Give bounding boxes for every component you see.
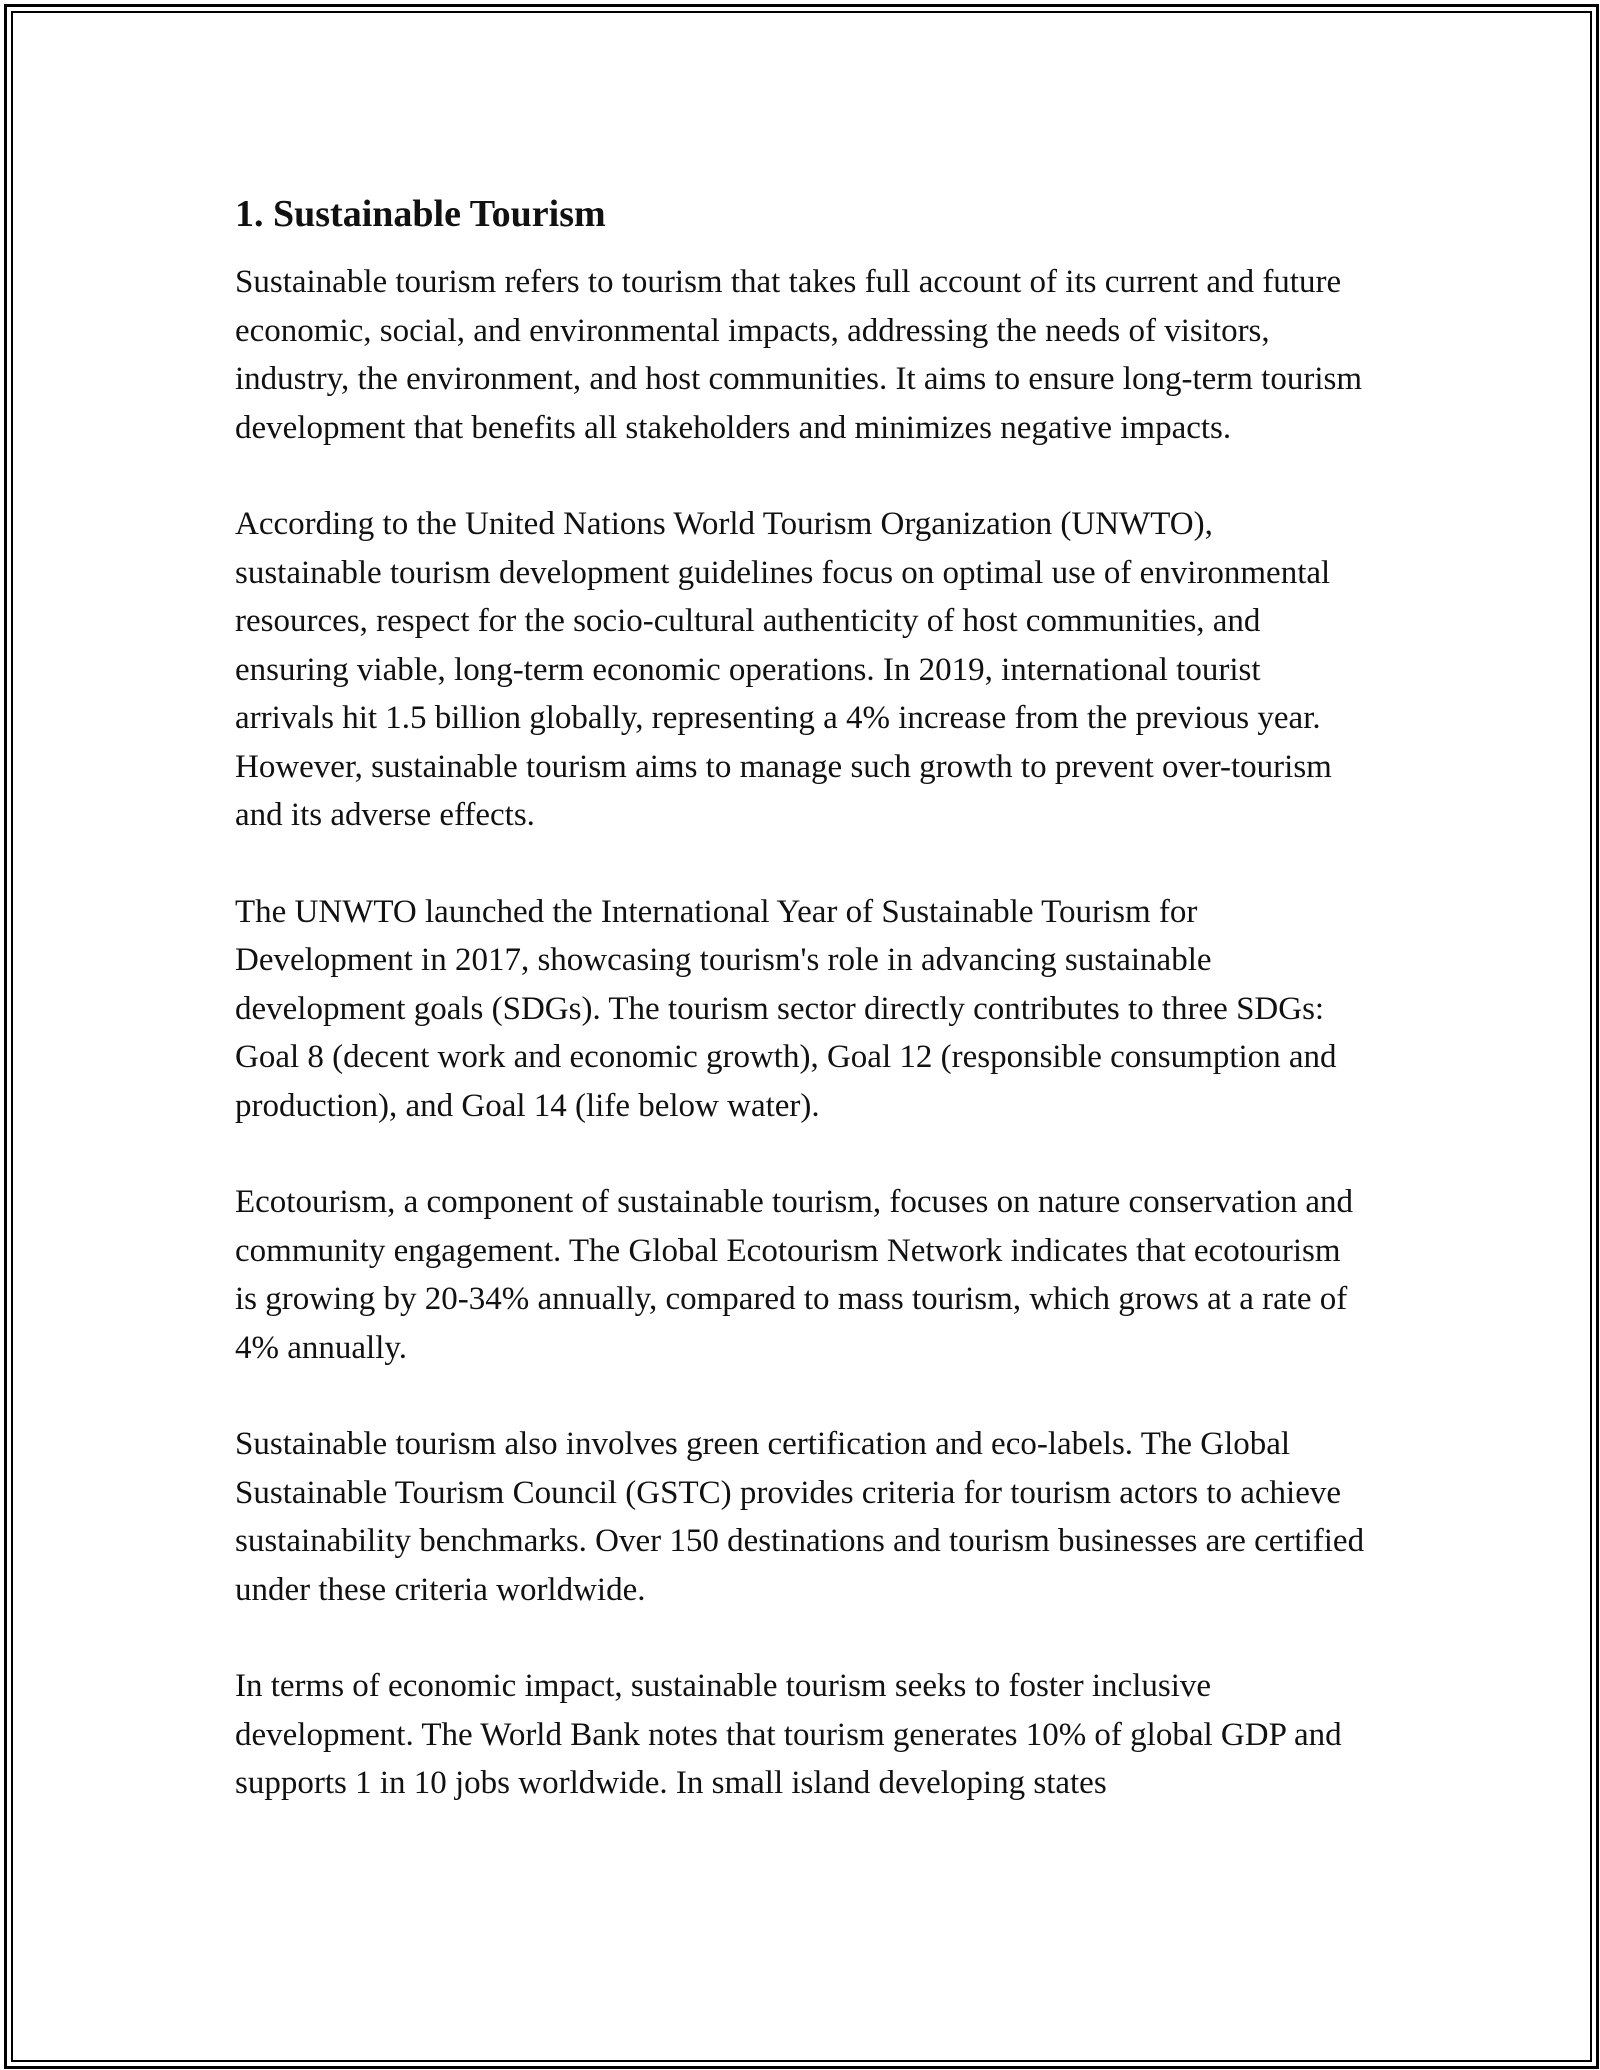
section-title: 1. Sustainable Tourism (235, 193, 606, 235)
paragraph-economic-impact: In terms of economic impact, sustainable tourism seeks to foster inclusive development. The World Bank notes that tourism generates 10% of global GDP and supports 1 in 10 jobs worldwide. In small island developing states (235, 1668, 1342, 1801)
document-body (235, 184, 1365, 1856)
paragraph-unwto-guidelines: According to the United Nations World Tourism Organization (UNWTO), sustainable tourism development guidelines focus on optimal use of environmental resources, respect for the socio-cultural authenticity of host communities, and ensuring viable, long-term economic operations. In 2019, international tourist arrivals hit 1.5 billion globally, representing a 4% increase from the previous year. However, sustainable tourism aims to manage such growth to prevent over-tourism and its adverse effects. (235, 506, 1332, 833)
paragraph-sustainable-tourism-definition: Sustainable tourism refers to tourism that takes full account of its current and future economic, social, and environmental impacts, addressing the needs of visitors, industry, the environment, and host communities. It aims to ensure long-term tourism development that benefits all stakeholders and minimizes negative impacts. (235, 264, 1363, 446)
paragraph-green-certification: Sustainable tourism also involves green certification and eco-labels. The Global Sustainable Tourism Council (GSTC) provides criteria for tourism actors to achieve sustainability benchmarks. Over 150 destinations and tourism businesses are certified under these criteria worldwide. (235, 1426, 1365, 1608)
paragraph-ecotourism: Ecotourism, a component of sustainable tourism, focuses on nature conservation and community engagement. The Global Ecotourism Network indicates that ecotourism is growing by 20-34% annually, compared to mass tourism, which grows at a rate of 4% annually. (235, 1184, 1354, 1366)
paragraph-international-year: The UNWTO launched the International Year of Sustainable Tourism for Development in 2017, showcasing tourism's role in advancing sustainable development goals (SDGs). The tourism sector directly contributes to three SDGs: Goal 8 (decent work and economic growth), Goal 12 (responsible consumption and production), and Goal 14 (life below water). (235, 893, 1337, 1124)
